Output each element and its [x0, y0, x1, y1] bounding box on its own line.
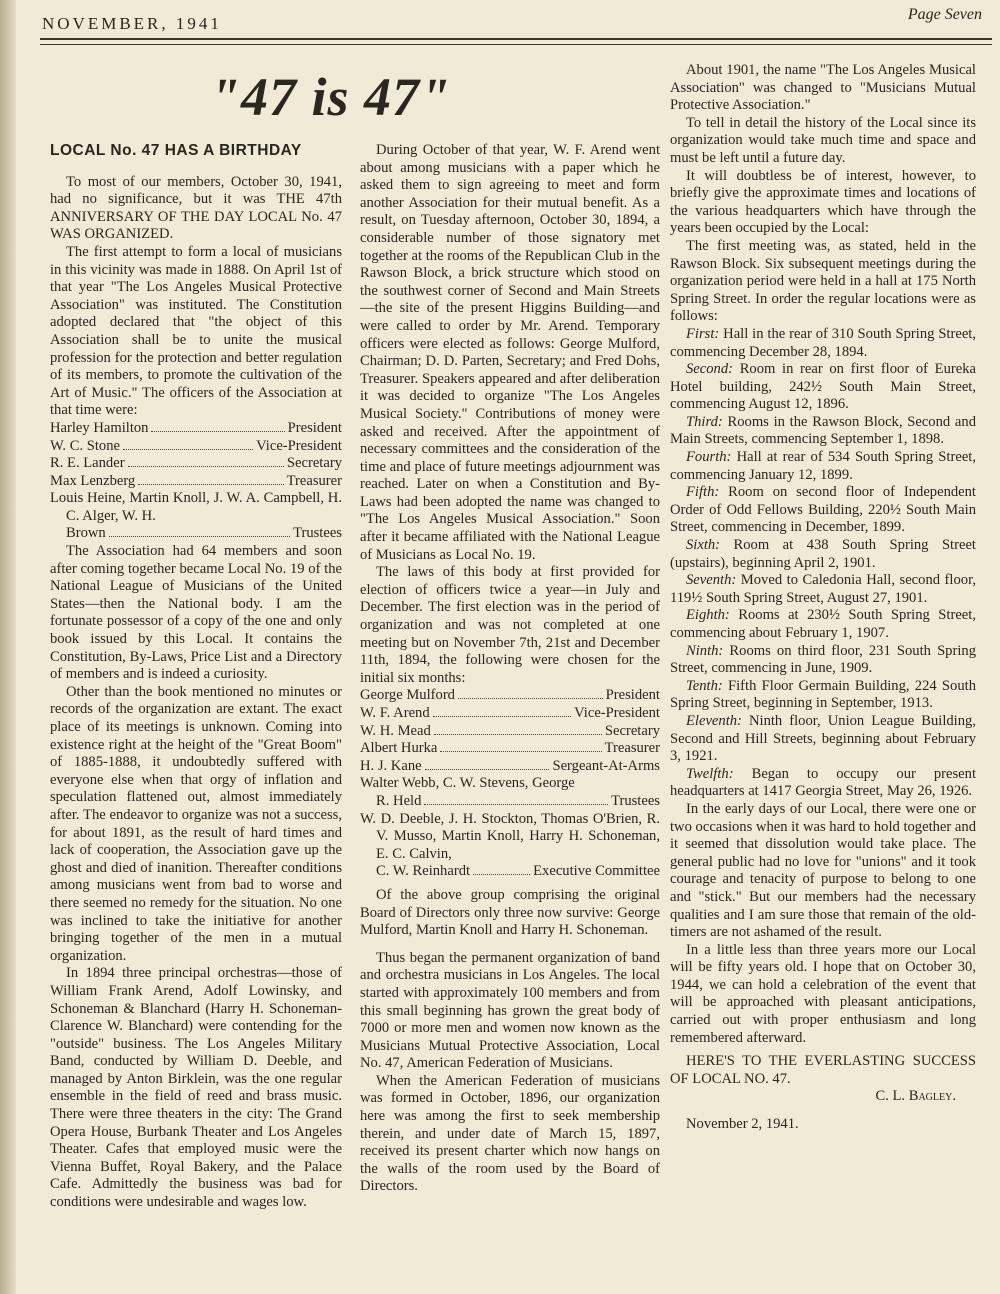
executive-names: W. D. Deeble, J. H. Stockton, Thomas O'Brien, R. V. Musso, Martin Knoll, Harry H. Schoneman, E. C. Calvin, — [360, 810, 660, 862]
sign-off-date: November 2, 1941. — [686, 1116, 799, 1133]
paragraph: Other than the book mentioned no minutes or records of the organization are extant. The exact place of its meetings is unknown. Coming into existence right at the height of the "Great Boom" of 1885-1888, it undoubtedly suffered with everyone else when that orgy of inflation and speculation flattened out, almost immediately after. The endeavor to organize was not a success, for about 1891, as the result of hard times and lack of cooperation, the Association gave up the ghost and died of inanition. Thereafter conditions among musicians went from bad to worse and there seemed no remedy for the situation. No one was inclined to take the initiative for another bringing together of the men in a mutual organization. — [50, 683, 342, 964]
officer-row: W. H. Mead Secretary — [360, 722, 660, 739]
officers-list-1888 — [50, 420, 342, 543]
location-entry: First: Hall in the rear of 310 South Spring Street, commencing December 28, 1894. — [670, 325, 977, 360]
officers-list-1894 — [360, 687, 660, 881]
paragraph: The laws of this body at first provided for election of officers twice a year—in July and December. The first election was in the period of organization and was not completed at one meeting but on November 7th, 21st and December 11th, 1894, the following were chosen for the initial six months: — [360, 564, 660, 686]
paragraph: When the American Federation of musicians was formed in October, 1896, our organization here was among the first to seek membership therein, and under date of March 15, 1897, received its present charter which now hangs on the walls of the room used by the Board of Directors. — [360, 1072, 660, 1195]
location-entry: Eleventh: Ninth floor, Union League Building, Second and Hill Streets, beginning about February 3, 1921. — [670, 712, 976, 765]
header-rule — [40, 38, 992, 40]
paragraph: It will doubtless be of interest, however, to briefly give the approximate times and locations of the various headquarters which have through the years been occupied by the Local: — [670, 167, 976, 237]
column-1 — [50, 142, 342, 1212]
location-entry: Ninth: Rooms on third floor, 231 South Spring Street, commencing in June, 1909. — [670, 642, 976, 677]
officer-row: H. J. Kane Sergeant-At-Arms — [360, 757, 660, 774]
paragraph: In the early days of our Local, there were one or two occasions when it was hard to hold together and it seemed that dissolution would take place. The general public had no love for "unions" and it took courage and tenacity of purpose to belong to one and "stick." But our members had the necessary qualities and I am sure those that remain of the old-timers are not ashamed of the result. — [670, 800, 976, 941]
officer-row: Max Lenzberg Treasurer — [50, 472, 342, 489]
location-entry: Fourth: Hall at rear of 534 South Spring Street, commencing January 12, 1899. — [670, 449, 977, 483]
officer-row: Albert Hurka Treasurer — [360, 740, 660, 757]
location-entry: Sixth: Room at 438 South Spring Street (upstairs), beginning April 2, 1901. — [670, 537, 976, 571]
paragraph: The first attempt to form a local of musicians in this vicinity was made in 1888. On April 1st of that year "The Los Angeles Musical Protective Association" was instituted. The Constitution adopted declared that "the object of this Association shall be to unite the musical profession for the protection and better regulation of its members, to promote the cultivation of the Art of Music." The officers of the Association at that time were: — [50, 243, 342, 419]
location-entry: Eighth: Rooms at 230½ South Spring Street, commencing about February 1, 1907. — [670, 607, 976, 641]
trustees-names: Walter Webb, C. W. Stevens, George — [360, 775, 575, 792]
location-entry: Seventh: Moved to Caledonia Hall, second floor, 119½ South Spring Street, August 27, 1901. — [670, 572, 976, 606]
paragraph: In 1894 three principal orchestras—those of William Frank Arend, Adolf Lowinsky, and Schoneman & Blanchard (Harry H. Schoneman-Clarence W. Blanchard) were contending for the "outside" business. The Los Angeles Military Band, conducted by William D. Deeble, and managed by Anton Birklein, was the one regular ensemble in the field of reed and brass music. There were three theaters in the city: The Grand Opera House, Burbank Theater and Los Angeles Theater. Cafes that employed music were the Vienna Buffet, Royal Bakery, and the Palace Cafe. Admittedly the business was bad for conditions were undesirable and wages low. — [50, 965, 342, 1211]
trustees-names: Louis Heine, Martin Knoll, J. W. A. Campbell, H. C. Alger, W. H. — [50, 490, 342, 524]
column-2 — [360, 142, 660, 1196]
officer-row: George Mulford President — [360, 687, 660, 704]
paragraph: During October of that year, W. F. Arend went about among musicians with a paper which he asked them to sign agreeing to meet and form another Association for their mutual benefit. As a result, on Tuesday afternoon, October 30, 1894, a considerable number of those signatory met together at the rooms of the Republican Club in the Rawson Block, a brick structure which stood on the southwest corner of Second and Main Streets—the site of the present Higgins Building—and were called to order by Mr. Arend. Temporary officers were elected as follows: George Mulford, Chairman; D. D. Parten, Secretary; and Fred Dohs, Treasurer. Speakers appeared and after deliberation it was decided to organize "The Los Angeles Musical Society." Contributions of money were asked and received. After the appointment of necessary committees and the consideration of the time and place of future meetings adjournment was reached. Later on when a Constitution and By-Laws had been adopted the name was changed to "The Los Angeles Musical Association." Soon after it became affiliated with the National League of Musicians as Local No. 19. — [360, 142, 660, 563]
issue-date: NOVEMBER, 1941 — [42, 14, 222, 33]
location-entry: Twelfth: Began to occupy our present headquarters at 1417 Georgia Street, May 26, 1926. — [670, 765, 976, 800]
paragraph: Of the above group comprising the original Board of Directors only three now survive: George Mulford, Martin Knoll and Harry H. Schoneman. — [360, 886, 660, 939]
officer-row: R. E. Lander Secretary — [50, 455, 342, 472]
trustees-row: Brown Trustees — [66, 525, 342, 542]
column-3 — [670, 62, 976, 1134]
paragraph: The Association had 64 members and soon after coming together became Local No. 19 of the National League of Musicians of the United States—then the National body. I am the fortunate possessor of a copy of the one and only book issued by this Local. It contains the Constitution, By-Laws, Price List and a Directory of members and is indeed a curiosity. — [50, 543, 342, 683]
author-signature: C. L. Bagley. — [875, 1088, 956, 1105]
paragraph: The first meeting was, as stated, held in the Rawson Block. Six subsequent meetings during the organization period were held in a hall at 175 North Spring Street. In order the regular locations were as follows: — [670, 237, 976, 325]
paragraph: In a little less than three years more our Local will be fifty years old. I hope that on October 30, 1944, we can hold a celebration of the event that will be approached with pleasant anticipations, carried out with proper enthusiasm and long remembered afterward. — [670, 941, 976, 1046]
location-entry: Tenth: Fifth Floor Germain Building, 224 South Spring Street, beginning in September, 1913. — [670, 677, 976, 712]
article-title: "47 is 47" — [210, 67, 451, 127]
officer-row: W. F. Arend Vice-President — [360, 705, 660, 721]
paragraph: Thus began the permanent organization of band and orchestra musicians in Los Angeles. The local started with approximately 100 members and from this small beginning has grown the great body of 7000 or more men and women now known as the Musicians Mutual Protective Association, Local No. 47, American Federation of Musicians. — [360, 949, 660, 1072]
officer-row: Harley Hamilton President — [50, 419, 342, 436]
executive-row: C. W. Reinhardt Executive Committee — [376, 863, 660, 880]
location-entry: Third: Rooms in the Rawson Block, Second and Main Streets, commencing September 1, 1898. — [670, 413, 976, 448]
headquarters-list — [670, 326, 976, 801]
article-subhead: LOCAL No. 47 HAS A BIRTHDAY — [50, 142, 302, 159]
closing-toast: HERE'S TO THE EVERLASTING SUCCESS OF LOCAL NO. 47. — [670, 1053, 976, 1087]
paragraph: To most of our members, October 30, 1941, had no significance, but it was THE 47th ANNIVERSARY OF THE DAY LOCAL No. 47 WAS ORGANIZED. — [50, 173, 342, 243]
header-rule-thin — [40, 44, 992, 45]
paragraph: To tell in detail the history of the Local since its organization would take much time and space and must be left until a future day. — [670, 114, 976, 166]
location-entry: Fifth: Room on second floor of Independent Order of Odd Fellows Building, 220½ South Main Street, commencing in December, 1899. — [670, 484, 976, 536]
page-spine-shadow — [0, 0, 16, 1294]
trustees-row: R. Held Trustees — [376, 792, 660, 809]
location-entry: Second: Room in rear on first floor of Eureka Hotel building, 242½ South Main Street, commencing August 12, 1896. — [670, 361, 976, 413]
paragraph: About 1901, the name "The Los Angeles Musical Association" was changed to "Musicians Mutual Protective Association." — [670, 62, 976, 114]
officer-row: W. C. Stone Vice-President — [50, 437, 342, 454]
page-number: Page Seven — [907, 6, 982, 23]
